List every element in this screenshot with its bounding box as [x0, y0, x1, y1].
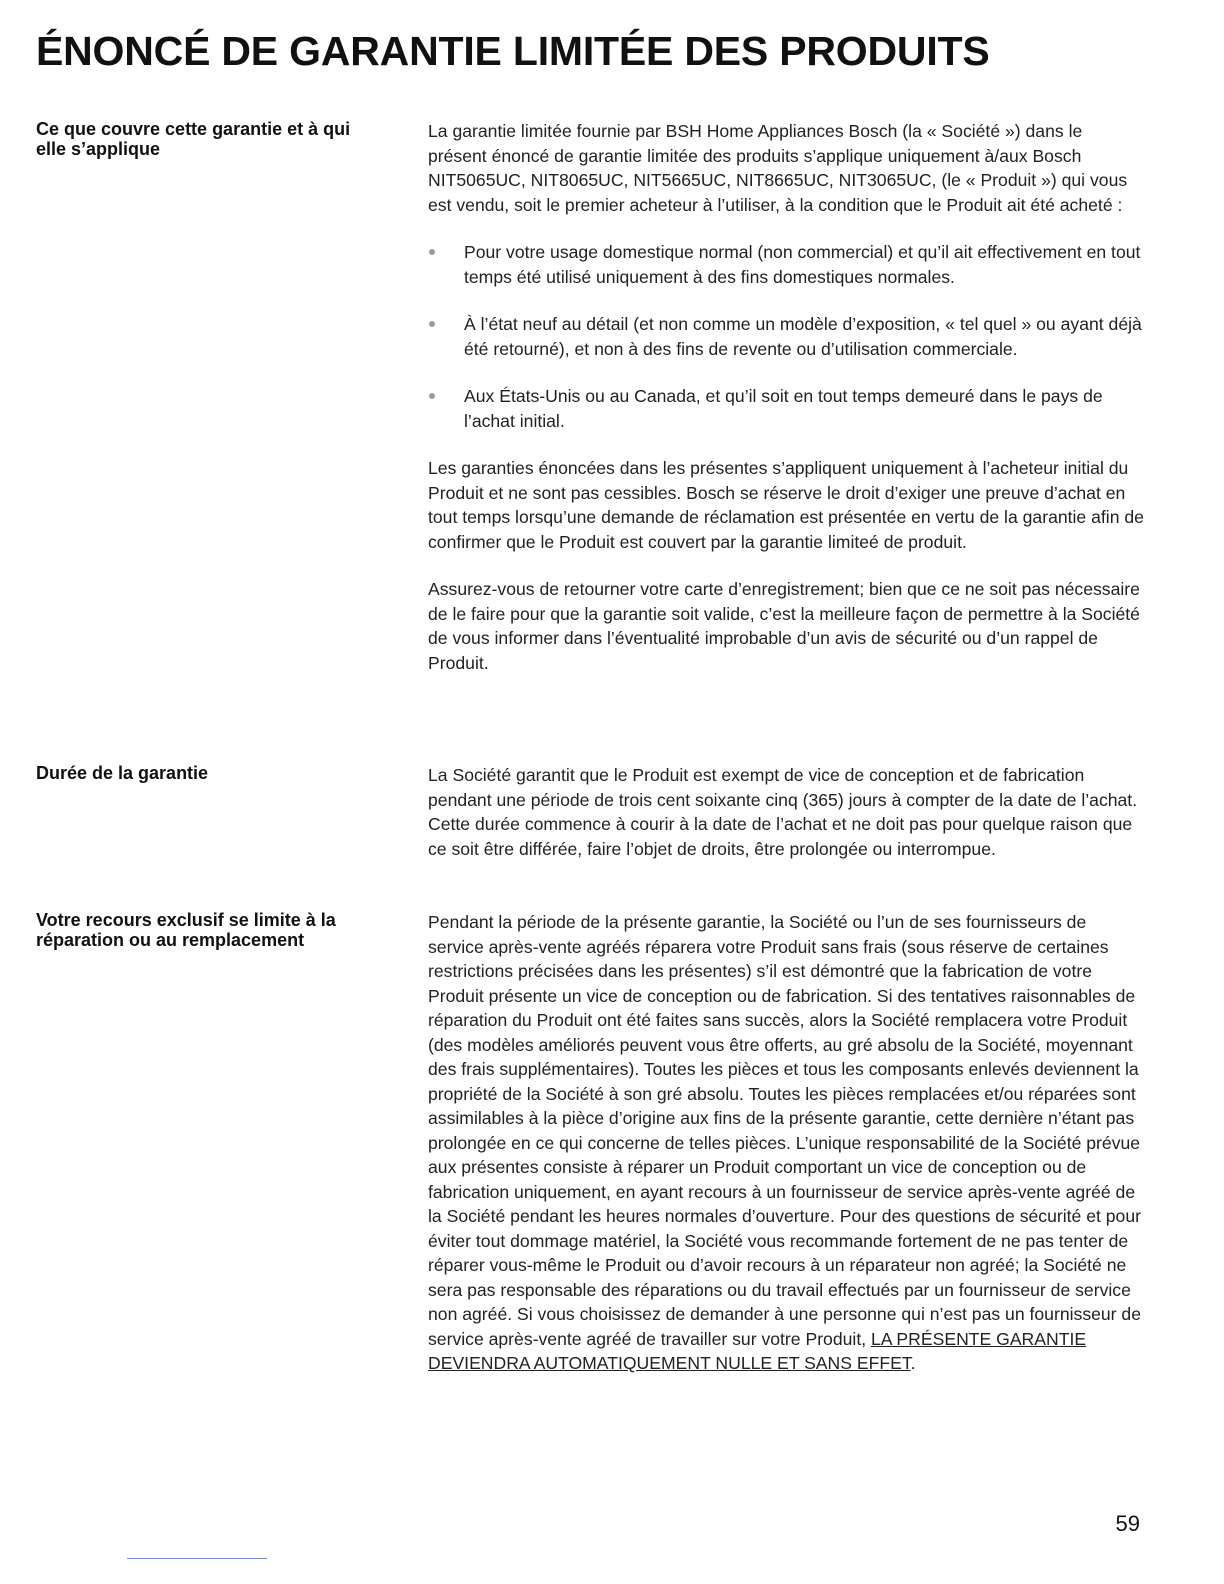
- list-item-text: Pour votre usage domestique normal (non commercial) et qu’il ait effectivement en tout temps été utilisé uniquement à des fins domestiques normales.: [464, 242, 1141, 287]
- list-item-text: Aux États-Unis ou au Canada, et qu’il soit en tout temps demeuré dans le pays de l’achat initial.: [464, 386, 1103, 431]
- list-item: [428, 384, 1144, 433]
- duration-heading: Durée de la garantie: [36, 763, 209, 783]
- remedy-paragraph: [428, 910, 1144, 1376]
- void-warranty-notice: LA PRÉSENTE GARANTIE DEVIENDRA AUTOMATIQUEMENT NULLE ET SANS EFFET: [428, 1328, 1087, 1373]
- remedy-paragraph-end: .: [910, 1353, 916, 1373]
- remedy-body: [428, 910, 1144, 1399]
- remedy-heading: Votre recours exclusif se limite à la réparation ou au remplacement: [36, 910, 336, 950]
- coverage-heading: Ce que couvre cette garantie et à qui elle s’applique: [36, 119, 351, 159]
- coverage-intro-paragraph: La garantie limitée fournie par BSH Home Appliances Bosch (la « Société ») dans le présent énoncé de garantie limitée des produits s’applique uniquement à/aux Bosch NIT5065UC, NIT8065UC, NIT5665UC, NIT8665UC, NIT3065UC, (le « Produit ») qui vous est vendu, soit le premier acheteur à l’utiliser, à la condition que le Produit ait été acheté :: [428, 121, 1128, 215]
- page-title: ÉNONCÉ DE GARANTIE LIMITÉE DES PRODUITS: [36, 28, 990, 74]
- duration-paragraph: La Société garantit que le Produit est exempt de vice de conception et de fabrication pendant une période de trois cent soixante cinq (365) jours à compter de la date de l’achat. Cette durée commence à courir à la date de l’achat et ne doit pas pour quelque raison que ce soit être différée, faire l’objet de droits, être prolongée ou interrompue.: [428, 765, 1138, 859]
- remedy-paragraph-text: Pendant la période de la présente garantie, la Société ou l’un de ses fournisseurs de service après-vente agréés réparera votre Produit sans frais (sous réserve de certaines restrictions précisées dans les présentes) s’il est démontré que la fabrication de votre Produit présente un vice de conception ou de fabrication. Si des tentatives raisonnables de réparation du Produit ont été faites sans succès, alors la Société remplacera votre Produit (des modèles améliorés peuvent vous être offerts, au gré absolu de la Société, moyennant des frais supplémentaires). Toutes les pièces et tous les composants enlevés deviennent la propriété de la Société à son gré absolu. Toutes les pièces remplacées et/ou réparées sont assimilables à la pièce d’origine aux fins de la présente garantie, cette dernière n’étant pas prolongée en ce qui concerne de telles pièces. L’unique responsabilité de la Société prévue aux présentes consiste à réparer un Produit comportant un vice de conception ou de fabrication uniquement, en ayant recours à un fournisseur de service après-vente agréé de la Société pendant les heures normales d’ouverture. Pour des questions de sécurité et pour éviter tout dommage matériel, la Société vous recommande fortement de ne pas tenter de réparer vous-même le Produit ou d’avoir recours à un réparateur non agréé; la Société ne sera pas responsable des réparations ou du travail effectués par un fournisseur de service non agréé. Si vous choisissez de demander à une personne qui n’est pas un fournisseur de service après-vente agréé de travailler sur votre Produit,: [428, 912, 1142, 1349]
- coverage-conditions-list: [428, 240, 1144, 433]
- coverage-transfer-paragraph: Les garanties énoncées dans les présentes s’appliquent uniquement à l’acheteur initial du Produit et ne sont pas cessibles. Bosch se réserve le droit d’exiger une preuve d’achat en tout temps lorsqu’une demande de réclamation est présentée en vertu de la garantie afin de confirmer que le Produit est couvert par la garantie limiteé de produit.: [428, 458, 1144, 552]
- duration-body: [428, 763, 1144, 884]
- bullet-icon: [429, 321, 435, 327]
- footer-divider: [127, 1558, 267, 1559]
- coverage-body: [428, 119, 1144, 698]
- list-item: [428, 240, 1144, 289]
- bullet-icon: [429, 393, 435, 399]
- bullet-icon: [429, 249, 435, 255]
- list-item-text: À l’état neuf au détail (et non comme un modèle d’exposition, « tel quel » ou ayant déjà été retourné), et non à des fins de revente ou d’utilisation commerciale.: [464, 314, 1142, 359]
- coverage-registration-paragraph: Assurez-vous de retourner votre carte d’enregistrement; bien que ce ne soit pas nécessaire de le faire pour que la garantie soit valide, c’est la meilleure façon de permettre à la Société de vous informer dans l’éventualité improbable d’un avis de sécurité ou d’un rappel de Produit.: [428, 579, 1140, 673]
- list-item: [428, 312, 1144, 361]
- page-number: 59: [1115, 1511, 1140, 1536]
